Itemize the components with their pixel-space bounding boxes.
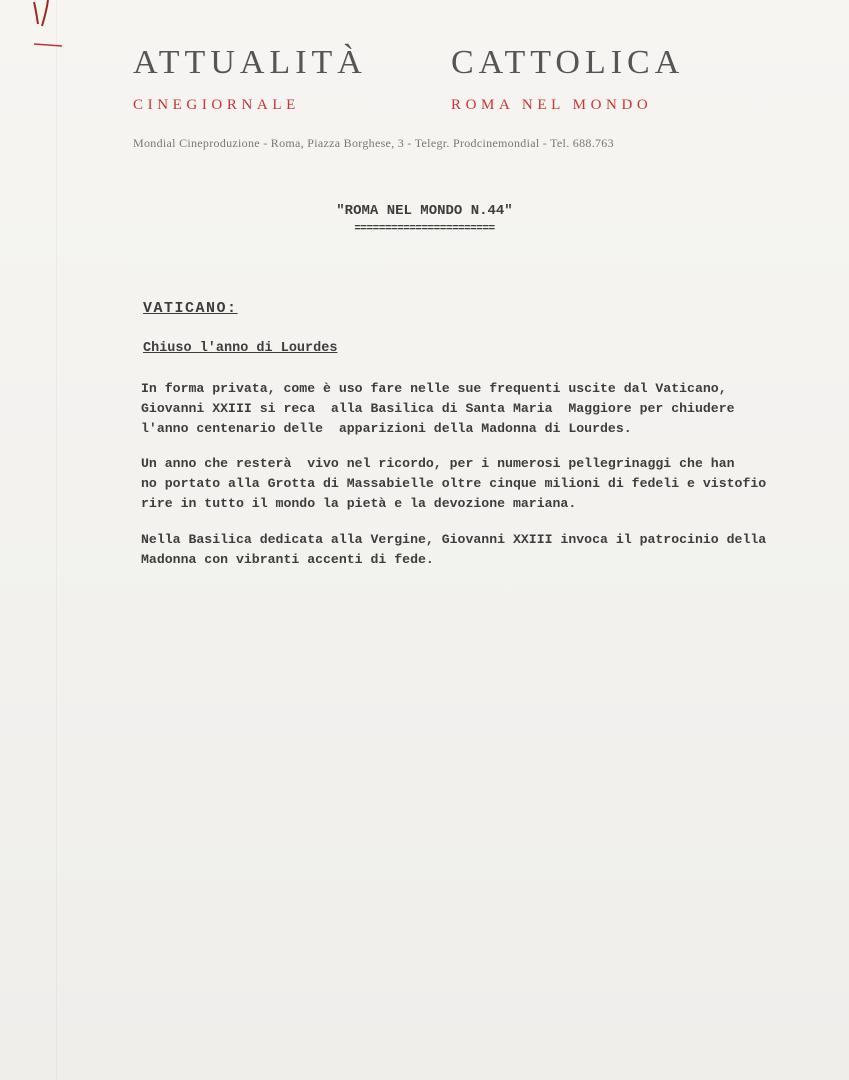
article-subheading: Chiuso l'anno di Lourdes: [143, 341, 338, 356]
heading-underline-rule: =======================: [354, 223, 495, 235]
letterhead-contact: Mondial Cineproduzione - Roma, Piazza Borghese, 3 - Telegr. Prodcinemondial - Tel. 688.763: [133, 136, 614, 150]
subtitle-cinegiornale: CINEGIORNALE: [133, 97, 300, 113]
subtitle-roma-nel-mondo: ROMA NEL MONDO: [451, 97, 653, 113]
page-fold-line: [56, 0, 57, 1080]
title-cattolica: CATTOLICA: [451, 44, 685, 81]
title-attualita: ATTUALITÀ: [133, 44, 367, 81]
paragraph-1: In forma privata, come è uso fare nelle sue frequenti uscite dal Vaticano, Giovanni XXIII si reca alla Basilica di Santa Maria Maggiore per chiudere l'anno centenario delle apparizioni della Madonna di Lourdes.: [141, 381, 735, 436]
letterhead-title: [0, 44, 849, 94]
section-heading: VATICANO:: [143, 300, 238, 317]
document-title: "ROMA NEL MONDO N.44": [336, 203, 513, 219]
letterhead-subtitle: [0, 97, 849, 119]
paragraph-3: Nella Basilica dedicata alla Vergine, Giovanni XXIII invoca il patrocinio della Madonna con vibranti accenti di fede.: [141, 532, 767, 567]
paragraph-2: Un anno che resterà vivo nel ricordo, per i numerosi pellegrinaggi che han no portato alla Grotta di Massabielle oltre cinque milioni di fedeli e vistofio rire in tutto il mondo la pietà e la devozione mariana.: [141, 456, 767, 511]
document-heading: [0, 203, 849, 235]
